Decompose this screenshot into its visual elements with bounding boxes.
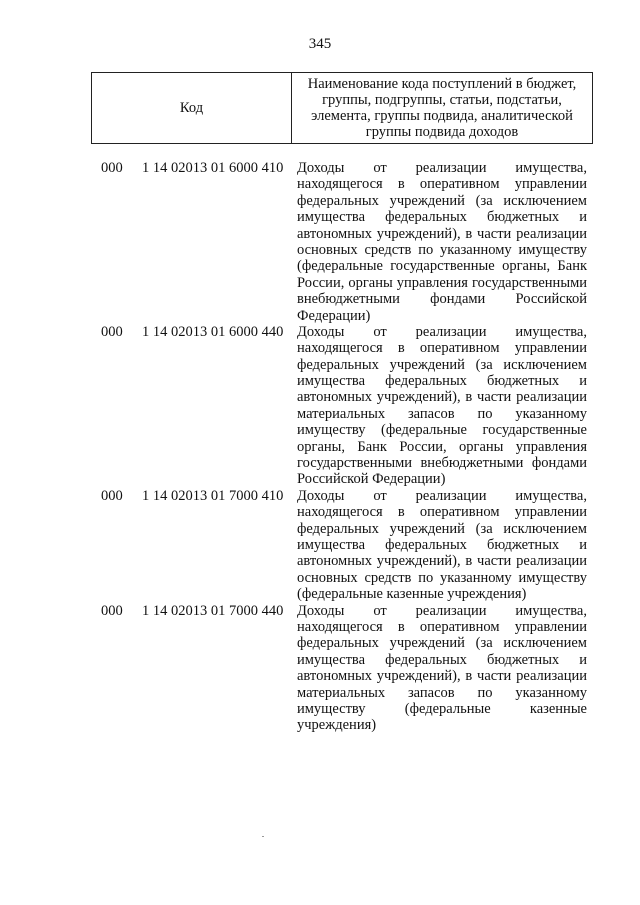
description-line: Доходы от реализации имущества,	[297, 160, 587, 176]
description-line: основных средств по указанному имуществу	[297, 569, 587, 586]
row-admin-code: 000	[101, 323, 123, 340]
table-body	[0, 160, 640, 734]
row-description	[297, 324, 587, 488]
description-line: России, органы управления государственными	[297, 274, 587, 291]
description-line: находящегося в оперативном управлении	[297, 176, 587, 193]
row-income-code: 1 14 02013 01 6000 410	[142, 160, 284, 176]
description-line: имущества федеральных бюджетных и	[297, 209, 587, 226]
table-row	[0, 603, 640, 734]
description-line: материальных запасов по указанному	[297, 405, 587, 422]
description-line: государственными внебюджетными фондами	[297, 455, 587, 472]
description-line: Доходы от реализации имущества,	[297, 487, 587, 504]
table-row	[0, 324, 640, 488]
description-line: федеральных учреждений (за исключением	[297, 356, 587, 373]
description-line: учреждения)	[297, 717, 377, 734]
description-line: имущества федеральных бюджетных и	[297, 651, 587, 668]
description-line: имущества федеральных бюджетных и	[297, 536, 587, 553]
page-number: 345	[308, 36, 332, 52]
row-income-code: 1 14 02013 01 6000 440	[142, 323, 284, 340]
row-income-code: 1 14 02013 01 7000 410	[142, 487, 284, 504]
table-row	[0, 488, 640, 603]
description-line: имуществу (федеральные казенные	[297, 700, 587, 717]
description-line: автономных учреждений), в части реализации	[297, 553, 587, 570]
description-line: автономных учреждений), в части реализации	[297, 668, 587, 685]
description-line: Доходы от реализации имущества,	[297, 602, 587, 619]
description-line: внебюджетными фондами Российской	[297, 291, 587, 308]
row-income-code: 1 14 02013 01 7000 440	[142, 602, 284, 619]
description-line: имуществу (федеральные государственные	[297, 422, 587, 439]
description-line: имущества федеральных бюджетных и	[297, 373, 587, 390]
row-admin-code: 000	[101, 602, 123, 619]
description-line: Федерации)	[297, 307, 371, 324]
description-line: автономных учреждений), в части реализации	[297, 389, 587, 406]
description-line: федеральных учреждений (за исключением	[297, 192, 587, 209]
description-line: находящегося в оперативном управлении	[297, 618, 587, 635]
table-header	[91, 72, 593, 144]
description-line: органы, Банк России, органы управления	[297, 438, 587, 455]
description-line: Российской Федерации)	[297, 471, 446, 488]
header-code-cell: Код	[92, 73, 292, 143]
description-line: основных средств по указанному имуществу	[297, 241, 587, 258]
description-line: федеральных учреждений (за исключением	[297, 635, 587, 652]
table-row	[0, 160, 640, 324]
description-line: Доходы от реализации имущества,	[297, 323, 587, 340]
description-line: автономных учреждений), в части реализации	[297, 225, 587, 242]
header-name-cell: Наименование кода поступлений в бюджет, группы, подгруппы, статьи, подстатьи, элемента, группы подвида, аналитической группы подвида доходов	[307, 76, 577, 140]
row-description	[297, 160, 587, 324]
description-line: находящегося в оперативном управлении	[297, 340, 587, 357]
row-description	[297, 488, 587, 603]
description-line: находящегося в оперативном управлении	[297, 504, 587, 521]
description-line: федеральных учреждений (за исключением	[297, 520, 587, 537]
description-line: материальных запасов по указанному	[297, 684, 587, 701]
description-line: (федеральные казенные учреждения)	[297, 586, 527, 603]
scan-speck	[262, 836, 264, 837]
row-admin-code: 000	[101, 160, 123, 176]
description-line: (федеральные государственные органы, Банк	[297, 258, 587, 275]
row-description	[297, 603, 587, 734]
row-admin-code: 000	[101, 487, 123, 504]
